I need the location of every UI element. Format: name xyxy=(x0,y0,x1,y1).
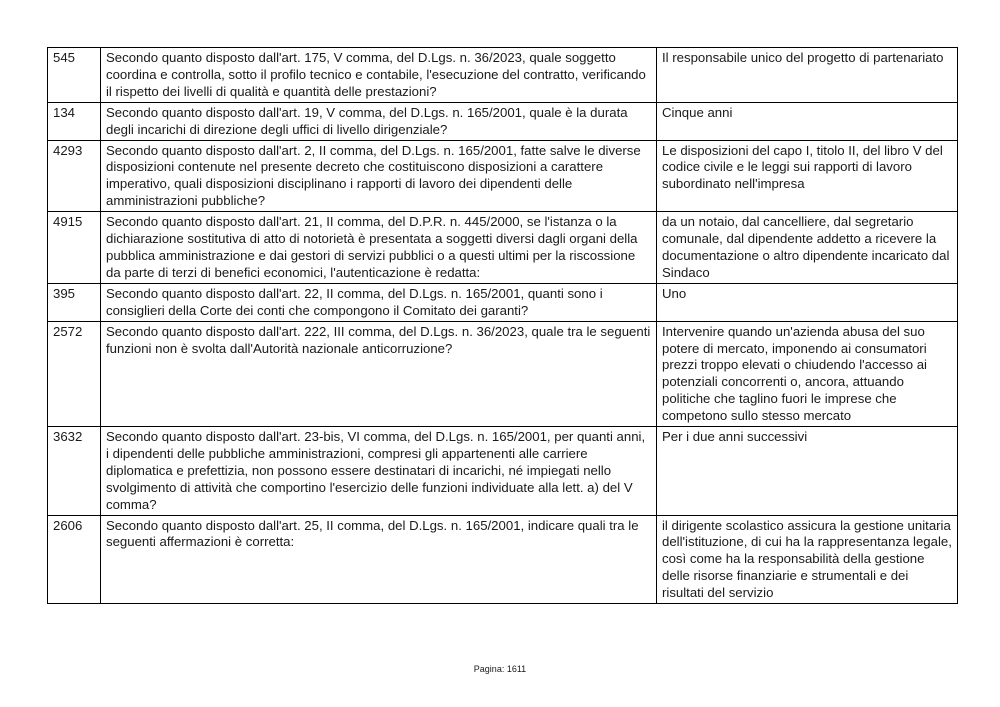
table-row xyxy=(48,427,958,516)
answer-text: da un notaio, dal cancelliere, dal segretario comunale, dal dipendente addetto a ricevere la documentazione o altro dipendente incaricato dal Sindaco xyxy=(657,212,958,284)
answer-text: Il responsabile unico del progetto di partenariato xyxy=(657,48,958,103)
question-text: Secondo quanto disposto dall'art. 25, II comma, del D.Lgs. n. 165/2001, indicare quali tra le seguenti affermazioni è corretta: xyxy=(101,515,657,604)
question-id: 2572 xyxy=(48,321,101,426)
question-text: Secondo quanto disposto dall'art. 222, III comma, del D.Lgs. n. 36/2023, quale tra le seguenti funzioni non è svolta dall'Autorità nazionale anticorruzione? xyxy=(101,321,657,426)
question-id: 3632 xyxy=(48,427,101,516)
quiz-table xyxy=(47,47,958,604)
answer-text: Per i due anni successivi xyxy=(657,427,958,516)
question-id: 545 xyxy=(48,48,101,103)
answer-text: il dirigente scolastico assicura la gestione unitaria dell'istituzione, di cui ha la rappresentanza legale, così come ha la responsabilità della gestione delle risorse finanziarie e strumentali e dei risultati del servizio xyxy=(657,515,958,604)
table-row xyxy=(48,515,958,604)
question-text: Secondo quanto disposto dall'art. 23-bis, VI comma, del D.Lgs. n. 165/2001, per quanti anni, i dipendenti delle pubbliche amministrazioni, compresi gli appartenenti alle carriere diplomatica e prefettizia, non possono essere destinatari di incarichi, né impiegati nello svolgimento di attività che comportino l'esercizio delle funzioni individuate alla lett. a) del V comma? xyxy=(101,427,657,516)
question-text: Secondo quanto disposto dall'art. 175, V comma, del D.Lgs. n. 36/2023, quale soggetto coordina e controlla, sotto il profilo tecnico e contabile, l'esecuzione del contratto, verificando il rispetto dei livelli di qualità e quantità delle prestazioni? xyxy=(101,48,657,103)
answer-text: Cinque anni xyxy=(657,102,958,140)
table-row xyxy=(48,283,958,321)
question-id: 4293 xyxy=(48,140,101,212)
answer-text: Intervenire quando un'azienda abusa del suo potere di mercato, imponendo ai consumatori prezzi troppo elevati o chiudendo l'accesso ai potenziali concorrenti o, ancora, attuando politiche che taglino fuori le imprese che competono sullo stesso mercato xyxy=(657,321,958,426)
page-number: Pagina: 1611 xyxy=(473,664,527,674)
table-row xyxy=(48,212,958,284)
question-id: 4915 xyxy=(48,212,101,284)
answer-text: Uno xyxy=(657,283,958,321)
table-row xyxy=(48,48,958,103)
answer-text: Le disposizioni del capo I, titolo II, del libro V del codice civile e le leggi sui rapporti di lavoro subordinato nell'impresa xyxy=(657,140,958,212)
question-text: Secondo quanto disposto dall'art. 21, II comma, del D.P.R. n. 445/2000, se l'istanza o la dichiarazione sostitutiva di atto di notorietà è presentata a soggetti diversi dagli organi della pubblica amministrazione e dai gestori di servizi pubblici o a questi ultimi per la riscossione da parte di terzi di benefici economici, l'autenticazione è redatta: xyxy=(101,212,657,284)
question-id: 134 xyxy=(48,102,101,140)
question-text: Secondo quanto disposto dall'art. 19, V comma, del D.Lgs. n. 165/2001, quale è la durata degli incarichi di direzione degli uffici di livello dirigenziale? xyxy=(101,102,657,140)
question-id: 395 xyxy=(48,283,101,321)
question-text: Secondo quanto disposto dall'art. 2, II comma, del D.Lgs. n. 165/2001, fatte salve le diverse disposizioni contenute nel presente decreto che costituiscono disposizioni a carattere imperativo, quali disposizioni disciplinano i rapporti di lavoro dei dipendenti delle amministrazioni pubbliche? xyxy=(101,140,657,212)
table-row xyxy=(48,140,958,212)
table-row xyxy=(48,321,958,426)
table-row xyxy=(48,102,958,140)
question-text: Secondo quanto disposto dall'art. 22, II comma, del D.Lgs. n. 165/2001, quanti sono i consiglieri della Corte dei conti che compongono il Comitato dei garanti? xyxy=(101,283,657,321)
question-id: 2606 xyxy=(48,515,101,604)
